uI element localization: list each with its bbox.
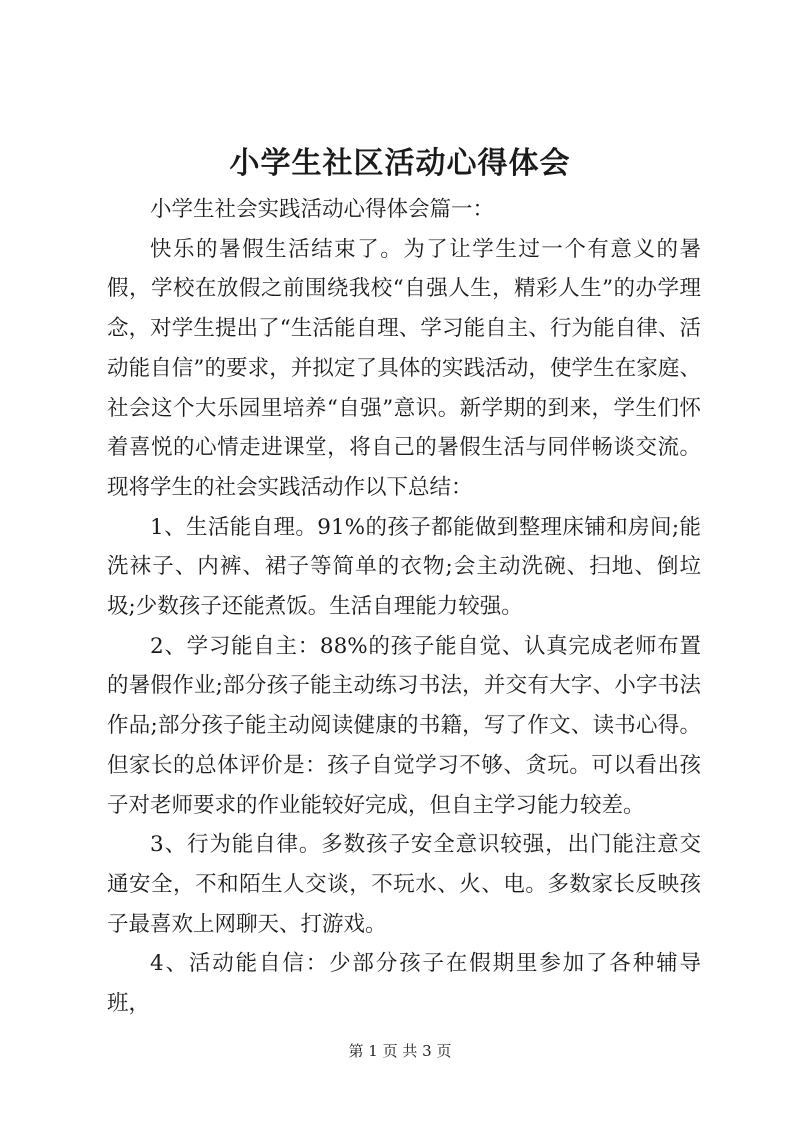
page-footer: 第 1 页 共 3 页 xyxy=(348,1042,452,1060)
paragraph-intro: 快乐的暑假生活结束了。为了让学生过一个有意义的暑假，学校在放假之前围绕我校“自强人生，精彩人生”的办学理念，对学生提出了“生活能自理、学习能自主、行为能自律、活动能自信”的要求，并拟定了具体的实践活动，使学生在家庭、社会这个大乐园里培养“自强”意识。新学期的到来，学生们怀着喜悦的心情走进课堂，将自己的暑假生活与同伴畅谈交流。现将学生的社会实践活动作以下总结： xyxy=(107,236,701,500)
paragraph-item-4: 4、活动能自信：少部分孩子在假期里参加了各种辅导班， xyxy=(107,951,701,1017)
paragraph-item-3: 3、行为能自律。多数孩子安全意识较强，出门能注意交通安全，不和陌生人交谈，不玩水、火、电。多数家长反映孩子最喜欢上网聊天、打游戏。 xyxy=(107,832,701,937)
section-heading: 小学生社会实践活动心得体会篇一： xyxy=(150,197,495,222)
paragraph-item-1: 1、生活能自理。91%的孩子都能做到整理床铺和房间;能洗袜子、内裤、裙子等简单的衣物;会主动洗碗、扫地、倒垃圾;少数孩子还能煮饭。生活自理能力较强。 xyxy=(107,514,701,620)
document-body xyxy=(107,190,701,1024)
paragraph-item-2: 2、学习能自主：88%的孩子能自觉、认真完成老师布置的暑假作业;部分孩子能主动练习书法，并交有大字、小字书法作品;部分孩子能主动阅读健康的书籍，写了作文、读书心得。但家长的总体评价是：孩子自觉学习不够、贪玩。可以看出孩子对老师要求的作业能较好完成，但自主学习能力较差。 xyxy=(107,633,701,818)
document-title: 小学生社区活动心得体会 xyxy=(229,146,571,181)
